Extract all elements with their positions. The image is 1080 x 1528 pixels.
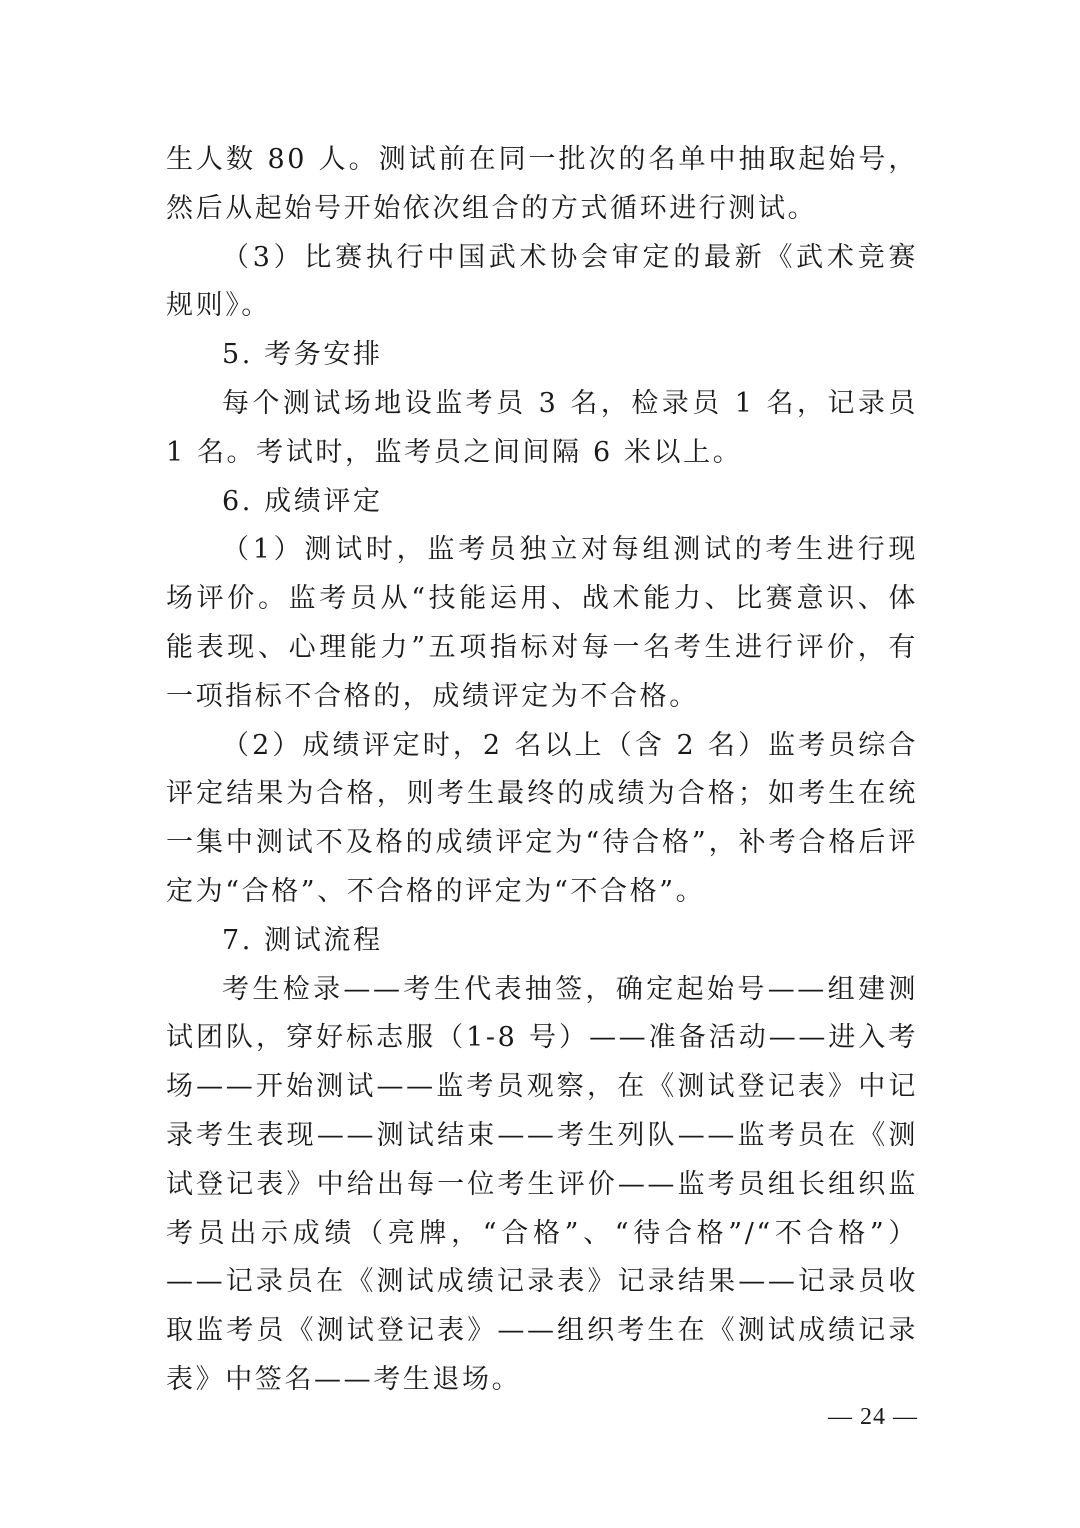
page-number: — 24 — xyxy=(828,1404,918,1430)
paragraph-scoring-2: （2）成绩评定时，2 名以上（含 2 名）监考员综合评定结果为合格，则考生最终的成绩为合格；如考生在统一集中测试不及格的成绩评定为“待合格”，补考合格后评定为“合格”、不合格的评定为“不合格”。 xyxy=(166,729,918,907)
section-heading-scoring: 6. 成绩评定 xyxy=(222,485,383,517)
paragraph-continuation: 生人数 80 人。测试前在同一批次的名单中抽取起始号，然后从起始号开始依次组合的方式循环进行测试。 xyxy=(166,144,918,224)
paragraph-test-process: 考生检录——考生代表抽签，确定起始号——组建测试团队，穿好标志服（1-8 号）——准备活动——进入考场——开始测试——监考员观察，在《测试登记表》中记录考生表现——测试结束——考生列队——监考员在《测试登记表》中给出每一位考生评价——监考员组长组织监考员出示成绩（亮牌，“合格”、“待合格”/“不合格”）——记录员在《测试成绩记录表》记录结果——记录员收取监考员《测试登记表》——组织考生在《测试成绩记录表》中签名——考生退场。 xyxy=(166,973,918,1395)
body-text xyxy=(166,136,918,1405)
paragraph-rules: （3）比赛执行中国武术协会审定的最新《武术竞赛规则》。 xyxy=(166,241,918,322)
paragraph-scoring-1: （1）测试时，监考员独立对每组测试的考生进行现场评价。监考员从“技能运用、战术能力、比赛意识、体能表现、心理能力”五项指标对每一名考生进行评价，有一项指标不合格的，成绩评定为不合格。 xyxy=(166,534,918,712)
section-heading-exam-arrangement: 5. 考务安排 xyxy=(222,339,383,371)
paragraph-exam-staff: 每个测试场地设监考员 3 名，检录员 1 名，记录员 1 名。考试时，监考员之间间隔 6 米以上。 xyxy=(166,387,918,468)
section-heading-test-process: 7. 测试流程 xyxy=(222,924,383,956)
